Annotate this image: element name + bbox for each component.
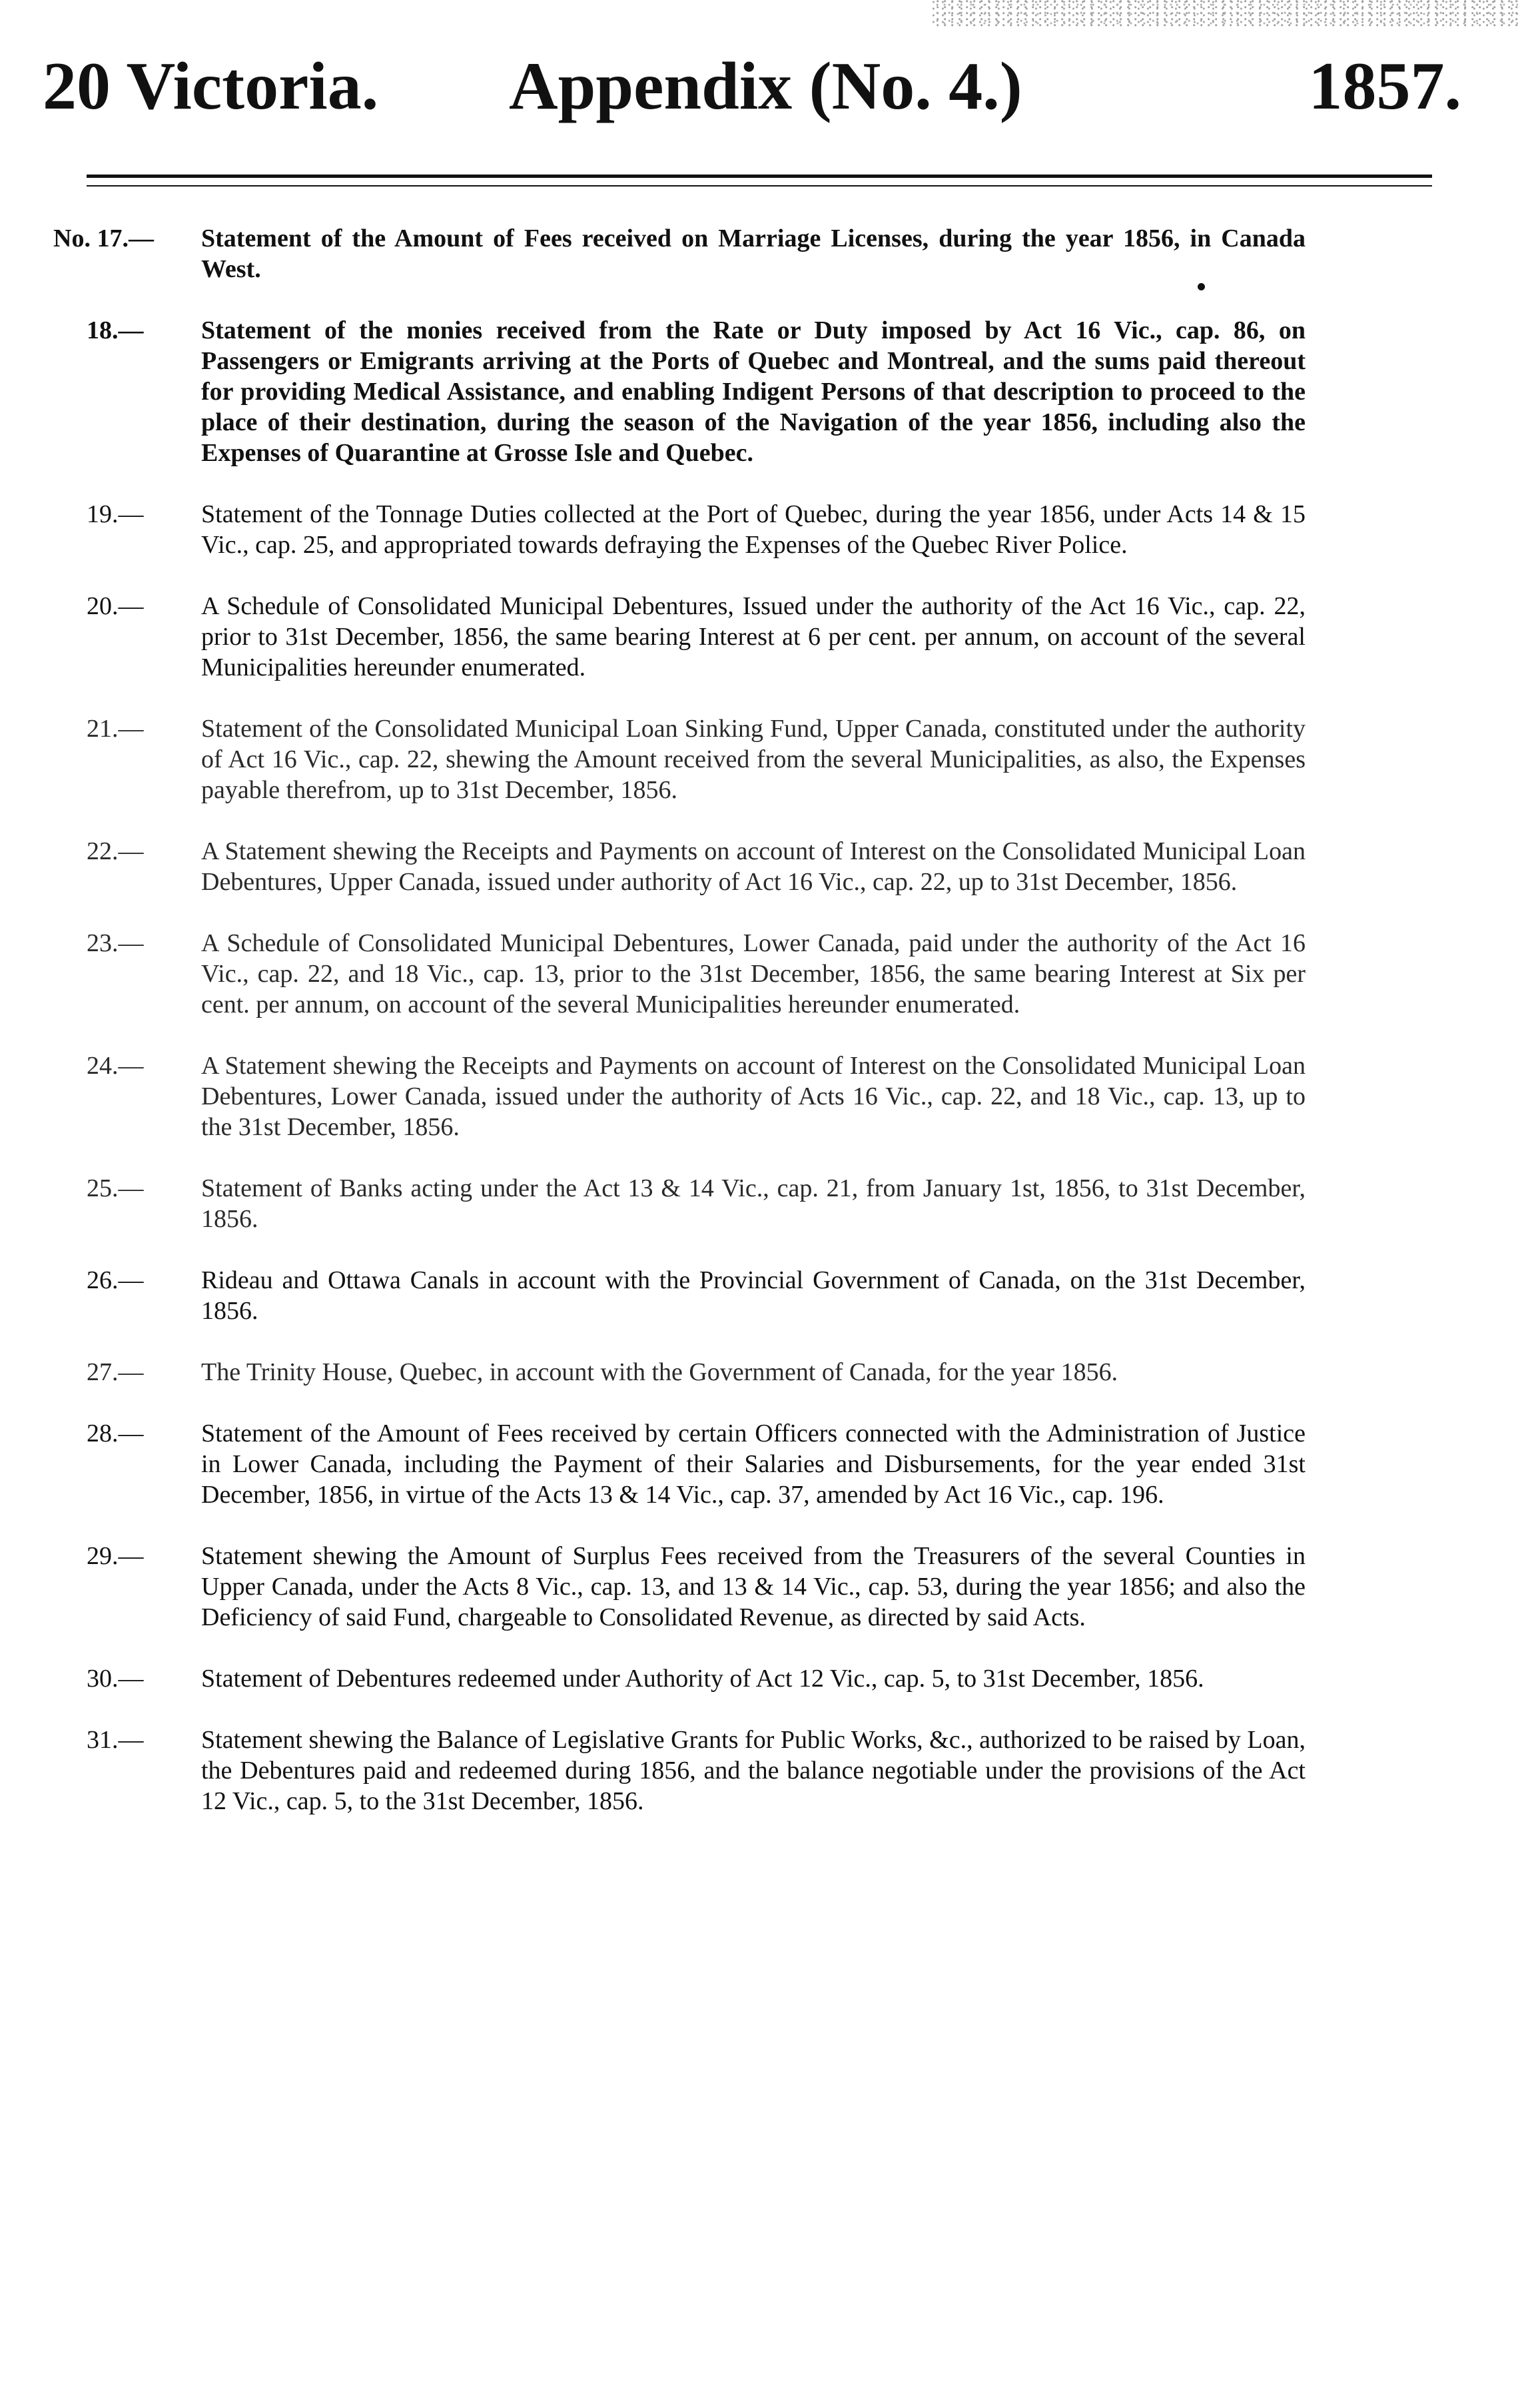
entry-number: 24.— — [87, 1052, 144, 1080]
entry-number: 21.— — [87, 715, 144, 743]
list-item — [87, 315, 1306, 468]
entry-text: A Schedule of Consolidated Municipal Debentures, Lower Canada, paid under the authority of the Act 16 Vic., cap. 22, and 18 Vic., cap. 13, prior to the 31st December, 1856, the same bearing Interest at Six per cent. per annum, on account of the several Municipalities hereunder enumerated. — [201, 929, 1306, 1018]
entry-number: 25.— — [87, 1174, 144, 1202]
scan-noise — [933, 0, 1518, 27]
list-item — [87, 499, 1306, 560]
header-rule-thick — [87, 175, 1432, 178]
list-item — [87, 1663, 1306, 1694]
entry-text: The Trinity House, Quebec, in account with the Government of Canada, for the year 1856. — [201, 1358, 1118, 1386]
entry-number: 22.— — [87, 837, 144, 865]
header-session: 20 Victoria. — [43, 49, 379, 124]
entry-text: Statement of the Amount of Fees received by certain Officers connected with the Administration of Justice in Lower Canada, including the Payment of their Salaries and Disbursements, for the year ended 31st December, 1856, in virtue of the Acts 13 & 14 Vic., cap. 37, amended by Act 16 Vic., cap. 196. — [201, 1419, 1306, 1509]
printer-bullet-mark — [1198, 283, 1205, 290]
page-header — [43, 47, 1461, 140]
header-rule-thin — [87, 185, 1432, 187]
list-item — [87, 928, 1306, 1020]
entry-text: A Schedule of Consolidated Municipal Debentures, Issued under the authority of the Act 16 Vic., cap. 22, prior to 31st December, 1856, the same bearing Interest at 6 per cent. per annum, on account of the several Municipalities hereunder enumerated. — [201, 592, 1306, 681]
entry-number: 29.— — [87, 1542, 144, 1570]
list-item — [87, 1418, 1306, 1510]
entry-text: Statement shewing the Balance of Legislative Grants for Public Works, &c., authorized to be raised by Loan, the Debentures paid and redeemed during 1856, and the balance negotiable under the provisions of the Act 12 Vic., cap. 5, to the 31st December, 1856. — [201, 1726, 1306, 1815]
header-appendix: Appendix (No. 4.) — [509, 49, 1022, 124]
entry-number: 27.— — [87, 1358, 144, 1386]
list-item — [87, 1173, 1306, 1234]
entry-number: 23.— — [87, 929, 144, 957]
list-item — [87, 1357, 1306, 1388]
entry-number: 18.— — [87, 316, 144, 344]
entry-text: Rideau and Ottawa Canals in account with the Provincial Government of Canada, on the 31st December, 1856. — [201, 1266, 1306, 1325]
entry-number: 26.— — [87, 1266, 144, 1294]
entry-number: No. 17.— — [53, 224, 154, 252]
entry-text: A Statement shewing the Receipts and Payments on account of Interest on the Consolidated Municipal Loan Debentures, Lower Canada, issued under the authority of Acts 16 Vic., cap. 22, and 18 Vic., cap. 13, up to the 31st December, 1856. — [201, 1052, 1306, 1141]
list-item — [87, 713, 1306, 805]
entries-list — [53, 223, 1306, 1847]
entry-text: A Statement shewing the Receipts and Payments on account of Interest on the Consolidated Municipal Loan Debentures, Upper Canada, issued under authority of Act 16 Vic., cap. 22, up to 31st December, 1856. — [201, 837, 1306, 896]
entry-text: Statement of the Consolidated Municipal Loan Sinking Fund, Upper Canada, constituted under the authority of Act 16 Vic., cap. 22, shewing the Amount received from the several Municipalities, as also, the Expenses payable therefrom, up to 31st December, 1856. — [201, 715, 1306, 804]
list-item — [87, 1541, 1306, 1633]
list-item — [87, 836, 1306, 897]
list-item — [87, 1725, 1306, 1816]
entry-number: 19.— — [87, 500, 144, 528]
entry-text: Statement of Debentures redeemed under Authority of Act 12 Vic., cap. 5, to 31st December, 1856. — [201, 1665, 1204, 1693]
entry-number: 20.— — [87, 592, 144, 620]
list-item — [87, 591, 1306, 683]
entry-text: Statement of the Amount of Fees received on Marriage Licenses, during the year 1856, in Canada West. — [201, 224, 1306, 283]
header-year: 1857. — [1308, 49, 1461, 124]
entry-number: 28.— — [87, 1419, 144, 1447]
entry-text: Statement shewing the Amount of Surplus Fees received from the Treasurers of the several Counties in Upper Canada, under the Acts 8 Vic., cap. 13, and 13 & 14 Vic., cap. 53, during the year 1856; and also the Deficiency of said Fund, chargeable to Consolidated Revenue, as directed by said Acts. — [201, 1542, 1306, 1631]
entry-text: Statement of Banks acting under the Act 13 & 14 Vic., cap. 21, from January 1st, 1856, to 31st December, 1856. — [201, 1174, 1306, 1233]
entry-number: 31.— — [87, 1726, 144, 1754]
list-item — [87, 1050, 1306, 1142]
entry-text: Statement of the Tonnage Duties collected at the Port of Quebec, during the year 1856, under Acts 14 & 15 Vic., cap. 25, and appropriated towards defraying the Expenses of the Quebec River Police. — [201, 500, 1306, 559]
list-item — [87, 1265, 1306, 1326]
list-item — [53, 223, 1306, 284]
entry-number: 30.— — [87, 1665, 144, 1693]
entry-text: Statement of the monies received from the Rate or Duty imposed by Act 16 Vic., cap. 86, on Passengers or Emigrants arriving at the Ports of Quebec and Montreal, and the sums paid thereout for providing Medical Assistance, and enabling Indigent Persons of that description to proceed to the place of their destination, during the season of the Navigation of the year 1856, including also the Expenses of Quarantine at Grosse Isle and Quebec. — [201, 316, 1306, 467]
